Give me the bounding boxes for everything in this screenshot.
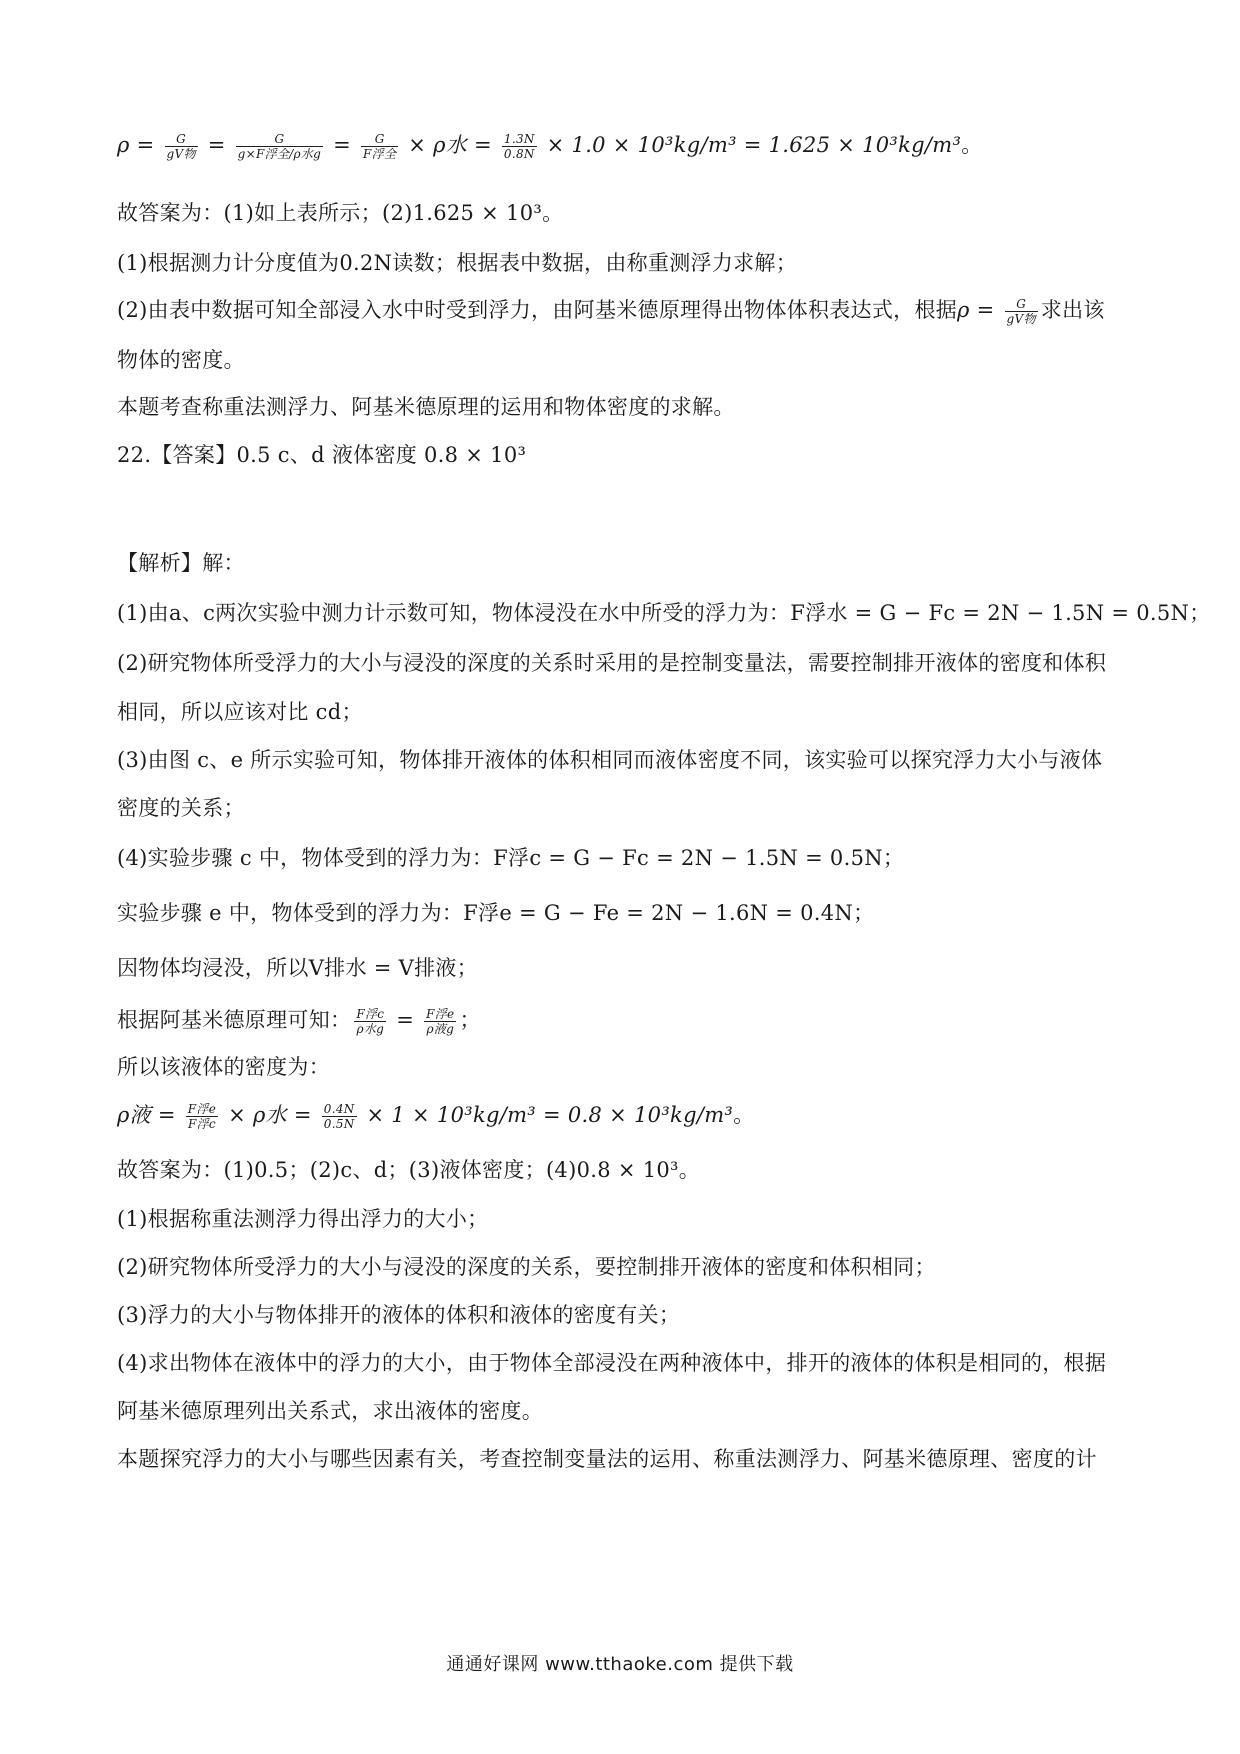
text-line-analysis-21-2b: 物体的密度。 <box>117 348 245 372</box>
math-expression: × 1 × 10³kg/m³ = 0.8 × 10³kg/m³ <box>359 1103 734 1127</box>
text-line-note-22-3: (3)浮力的大小与物体排开的液体的体积和液体的密度有关； <box>117 1303 681 1327</box>
text-segment: (2)由表中数据可知全部浸入水中时受到浮力，由阿基米德原理得出物体体积表达式，根据 <box>117 298 958 322</box>
fraction <box>1005 297 1038 326</box>
fraction-denominator: g×F浮全/ρ水g <box>237 147 322 161</box>
fraction-denominator: 0.5N <box>323 1117 355 1131</box>
math-expression: = <box>200 133 233 157</box>
fraction-numerator: G <box>236 132 324 147</box>
text-line-formula-density-2 <box>117 1100 1127 1131</box>
math-expression: ρ = <box>957 298 1002 322</box>
text-line-step-22-4a: (4)实验步骤 c 中，物体受到的浮力为：F浮c = G − Fc = 2N − 1.5N = 0.5N； <box>117 846 905 870</box>
text-segment: 根据阿基米德原理可知： <box>117 1008 352 1032</box>
math-expression: × 1.0 × 10³kg/m³ = 1.625 × 10³kg/m³ <box>539 133 962 157</box>
text-line-formula-density-1 <box>117 130 1127 161</box>
text-line-conclusion-22: 本题探究浮力的大小与哪些因素有关，考查控制变量法的运用、称重法测浮力、阿基米德原理、密度的计 <box>117 1447 1097 1471</box>
fraction <box>354 1007 386 1036</box>
fraction-numerator: 0.4N <box>323 1102 355 1116</box>
text-line-step-22-1: (1)由a、c两次实验中测力计示数可知，物体浸没在水中所受的浮力为：F浮水 = G − Fc = 2N − 1.5N = 0.5N； <box>117 601 1211 625</box>
text-line-note-22-4a: (4)求出物体在液体中的浮力的大小，由于物体全部浸没在两种液体中，排开的液体的体积是相同的，根据 <box>117 1351 1107 1375</box>
fraction <box>361 132 398 161</box>
math-expression: = <box>326 133 359 157</box>
text-line-step-22-4e: 所以该液体的密度为： <box>117 1055 330 1079</box>
math-expression: ρ = <box>117 133 162 157</box>
text-segment: ； <box>459 1008 481 1032</box>
fraction <box>502 132 537 161</box>
text-line-analysis-21-2 <box>117 295 1127 326</box>
text-line-note-22-4b: 阿基米德原理列出关系式，求出液体的密度。 <box>117 1399 543 1423</box>
fraction <box>236 132 324 161</box>
fraction-denominator: F浮全 <box>363 147 397 161</box>
text-line-step-22-2a: (2)研究物体所受浮力的大小与浸没的深度的关系时采用的是控制变量法，需要控制排开液体的密度和体积 <box>117 651 1107 675</box>
text-line-step-22-2b: 相同，所以应该对比 cd； <box>117 700 363 724</box>
text-segment: 求出该 <box>1040 298 1105 322</box>
text-line-step-22-3b: 密度的关系； <box>117 796 245 820</box>
text-line-answer-summary-21: 故答案为：(1)如上表所示；(2)1.625 × 10³。 <box>117 201 564 225</box>
fraction <box>165 132 198 161</box>
fraction <box>186 1102 218 1131</box>
fraction-denominator: gV物 <box>166 147 196 161</box>
text-line-step-22-3a: (3)由图 c、e 所示实验可知，物体排开液体的体积相同而液体密度不同，该实验可以探究浮力大小与液体 <box>117 748 1103 772</box>
math-expression: × ρ水 = <box>401 133 499 157</box>
fraction-denominator: ρ水g <box>356 1022 385 1036</box>
text-line-conclusion-21: 本题考查称重法测浮力、阿基米德原理的运用和物体密度的求解。 <box>117 395 735 419</box>
text-line-note-22-1: (1)根据称重法测浮力得出浮力的大小； <box>117 1207 489 1231</box>
fraction <box>424 1007 456 1036</box>
text-segment: 。 <box>961 133 983 157</box>
text-line-answer-summary-22: 故答案为：(1)0.5；(2)c、d；(3)液体密度；(4)0.8 × 10³。 <box>117 1158 701 1182</box>
fraction-denominator: F浮c <box>187 1117 216 1131</box>
fraction <box>322 1102 357 1131</box>
fraction-numerator: F浮e <box>187 1102 217 1116</box>
math-expression: ρ液 = <box>117 1103 183 1127</box>
fraction-numerator: F浮c <box>356 1007 385 1021</box>
fraction-denominator: 0.8N <box>503 147 535 161</box>
math-expression: × ρ水 = <box>221 1103 319 1127</box>
fraction-denominator: gV物 <box>1006 312 1036 326</box>
text-line-analysis-21-1: (1)根据测力计分度值为0.2N读数；根据表中数据，由称重测浮力求解； <box>117 251 798 275</box>
text-line-step-22-4d <box>117 1005 1127 1036</box>
text-line-step-22-4b: 实验步骤 e 中，物体受到的浮力为：F浮e = G − Fe = 2N − 1.6N = 0.4N； <box>117 901 875 925</box>
text-line-jiexi-22: 【解析】解： <box>117 551 245 575</box>
fraction-numerator: G <box>1005 297 1038 312</box>
fraction-numerator: G <box>165 132 198 147</box>
fraction-denominator: ρ液g <box>426 1022 455 1036</box>
math-expression: = <box>389 1008 422 1032</box>
text-line-step-22-4c: 因物体均浸没，所以V排水 = V排液； <box>117 956 478 980</box>
text-line-answer-22: 22.【答案】0.5 c、d 液体密度 0.8 × 10³ <box>117 443 527 467</box>
fraction-numerator: G <box>361 132 398 147</box>
text-segment: 。 <box>733 1103 755 1127</box>
fraction-numerator: 1.3N <box>503 132 535 146</box>
page-footer: 通通好课网 www.tthaoke.com 提供下载 <box>446 1654 794 1675</box>
text-line-note-22-2: (2)研究物体所受浮力的大小与浸没的深度的关系，要控制排开液体的密度和体积相同； <box>117 1255 936 1279</box>
fraction-numerator: F浮e <box>426 1007 455 1021</box>
